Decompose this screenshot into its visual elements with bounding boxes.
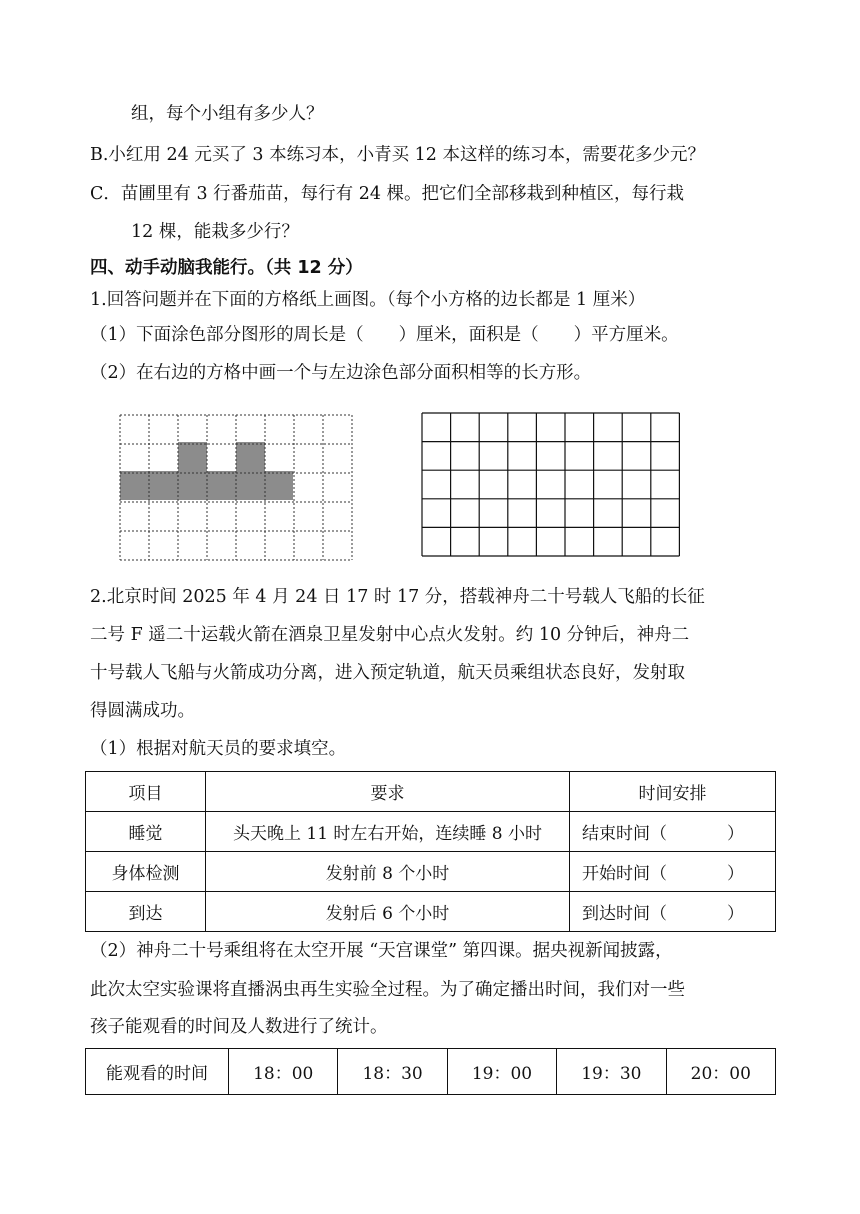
q2-part1: （1）根据对航天员的要求填空。 [90, 739, 347, 759]
q2-text-line2: 二号 F 遥二十运载火箭在酒泉卫星发射中心点火发射。约 10 分钟后，神舟二 [90, 625, 690, 645]
q2-text-line4: 得圆满成功。 [90, 701, 195, 721]
q1-part1: （1）下面涂色部分图形的周长是（ ）厘米，面积是（ ）平方厘米。 [90, 325, 679, 345]
shaded-grid-figure [118, 413, 354, 561]
q1-text: 1.回答问题并在下面的方格纸上画图。（每个小方格的边长都是 1 厘米） [90, 290, 646, 310]
row-check-requirement: 发射前 8 个小时 [206, 852, 570, 892]
header-requirement: 要求 [206, 772, 570, 812]
q-c-text-line2: 12 棵，能栽多少行？ [131, 222, 299, 242]
row-arrive-item: 到达 [86, 892, 206, 932]
q2-part2-line1: （2）神舟二十号乘组将在太空开展 “天宫课堂” 第四课。据央视新闻披露， [90, 941, 673, 961]
arrive-time-label: 到达时间（ [582, 904, 667, 924]
row-sleep-time[interactable] [570, 812, 776, 852]
row-check-time[interactable] [570, 852, 776, 892]
q1-part2: （2）在右边的方格中画一个与左边涂色部分面积相等的长方形。 [90, 363, 592, 383]
row-arrive-time[interactable] [570, 892, 776, 932]
end-time-close: ） [727, 824, 744, 844]
section-heading: 四、动手动脑我能行。（共 12 分） [90, 258, 363, 278]
row-sleep-requirement: 头天晚上 11 时左右开始，连续睡 8 小时 [206, 812, 570, 852]
start-time-label: 开始时间（ [582, 864, 667, 884]
blank-drawing-grid[interactable] [420, 411, 680, 561]
viewing-time-table [85, 1048, 776, 1095]
row-arrive-requirement: 发射后 6 个小时 [206, 892, 570, 932]
q-b-text: B.小红用 24 元买了 3 本练习本，小青买 12 本这样的练习本，需要花多少元？ [90, 145, 705, 165]
q2-part2-line3: 孩子能观看的时间及人数进行了统计。 [90, 1017, 388, 1037]
viewing-time-label: 能观看的时间 [86, 1049, 229, 1095]
time-cell: 19：30 [557, 1049, 666, 1095]
time-cell: 20：00 [666, 1049, 775, 1095]
row-check-item: 身体检测 [86, 852, 206, 892]
time-cell: 18：30 [338, 1049, 447, 1095]
header-schedule: 时间安排 [570, 772, 776, 812]
time-cell: 18：00 [229, 1049, 338, 1095]
header-item: 项目 [86, 772, 206, 812]
q2-text-line3: 十号载人飞船与火箭成功分离，进入预定轨道，航天员乘组状态良好，发射取 [90, 663, 685, 683]
astronaut-schedule-table [85, 771, 776, 932]
q2-text-line1: 2.北京时间 2025 年 4 月 24 日 17 时 17 分，搭载神舟二十号载人飞船的长征 [90, 587, 705, 607]
start-time-close: ） [727, 864, 744, 884]
row-sleep-item: 睡觉 [86, 812, 206, 852]
arrive-time-close: ） [727, 904, 744, 924]
time-cell: 19：00 [447, 1049, 556, 1095]
q-a-continuation: 组，每个小组有多少人？ [131, 104, 324, 124]
q-c-text-line1: C．苗圃里有 3 行番茄苗，每行有 24 棵。把它们全部移栽到种植区，每行栽 [90, 184, 685, 204]
end-time-label: 结束时间（ [582, 824, 667, 844]
q2-part2-line2: 此次太空实验课将直播涡虫再生实验全过程。为了确定播出时间，我们对一些 [90, 980, 685, 1000]
